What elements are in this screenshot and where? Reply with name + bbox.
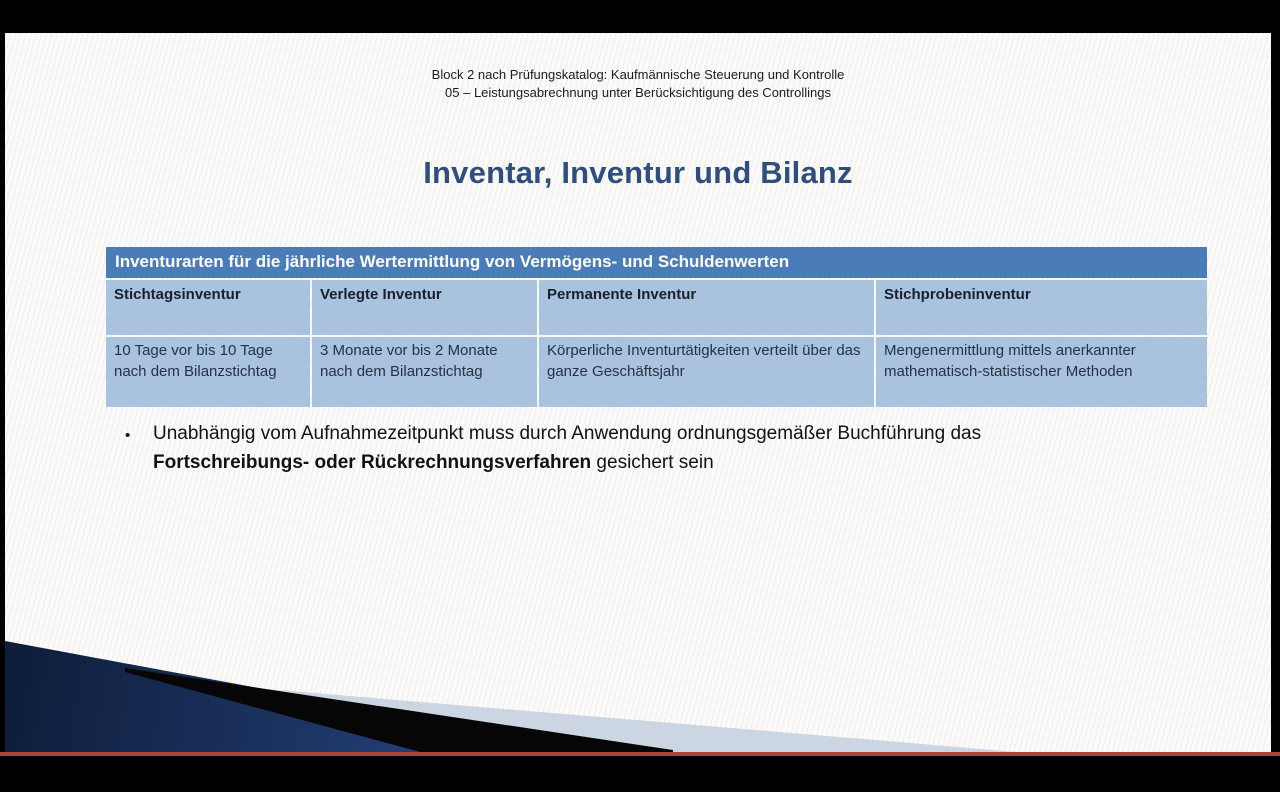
bullet-text-before: Unabhängig vom Aufnahmezeitpunkt muss durch Anwendung ordnungsgemäßer Buchführung das [153,423,982,444]
table-cell: Mengenermittlung mittels anerkannter mathematisch-statistischer Methoden [876,337,1207,407]
letterbox-bottom [0,756,1280,792]
bullet-text-after: gesichert sein [591,452,714,473]
accent-red-line [0,752,1280,756]
flourish-blue-wedge [5,636,1269,756]
flourish-black-stripe [5,636,1269,756]
decorative-flourish [5,636,1269,756]
table-cell: Körperliche Inventurtätigkeiten verteilt über das ganze Geschäftsjahr [539,337,874,407]
letterbox-top [0,0,1280,33]
flourish-gray-wedge [5,636,1269,756]
bullet-text [153,419,1105,477]
table-cell: 10 Tage vor bis 10 Tage nach dem Bilanzstichtag [106,337,310,407]
table-column-header: Stichtagsinventur [106,280,310,335]
table-caption: Inventurarten für die jährliche Wertermittlung von Vermögens- und Schuldenwerten [106,247,1207,278]
table-column-header: Permanente Inventur [539,280,874,335]
slide-title: Inventar, Inventur und Bilanz [423,155,853,190]
inventur-table [106,247,1203,407]
table-cell: 3 Monate vor bis 2 Monate nach dem Bilanzstichtag [312,337,537,407]
bullet-item [125,419,1105,477]
slide-header [5,66,1271,102]
slide-header-line1: Block 2 nach Prüfungskatalog: Kaufmännische Steuerung und Kontrolle [431,67,845,82]
slide [5,33,1271,756]
bullet-icon: • [125,427,131,444]
slide-header-line2: 05 – Leistungsabrechnung unter Berücksichtigung des Controllings [445,85,831,100]
table-column-header: Verlegte Inventur [312,280,537,335]
table-column-header: Stichprobeninventur [876,280,1207,335]
bullet-text-bold: Fortschreibungs- oder Rückrechnungsverfahren [153,452,592,473]
